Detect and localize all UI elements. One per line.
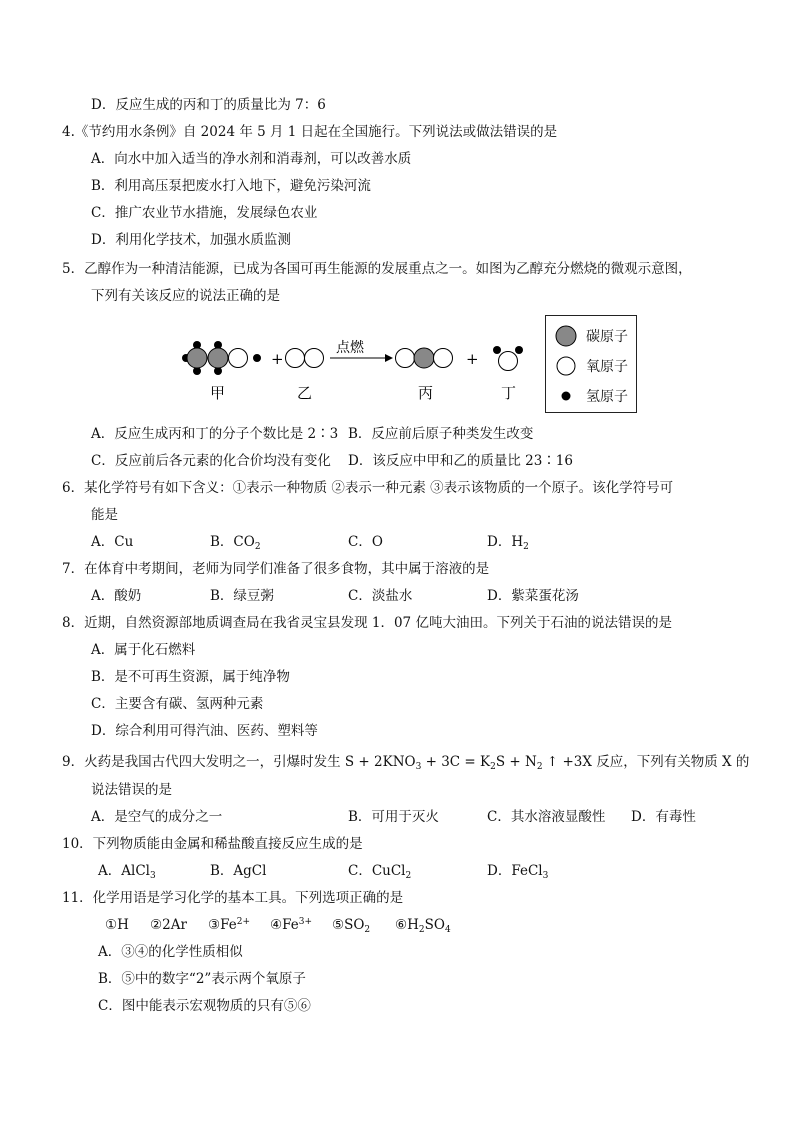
water-molecule <box>493 346 523 371</box>
q6-stem-line2: 能是 <box>91 507 118 523</box>
q6-option-c: C．O <box>348 534 383 550</box>
q4-option-c: C．推广农业节水措施，发展绿色农业 <box>91 205 318 221</box>
q11-option-b: B．⑤中的数字“2”表示两个氧原子 <box>98 971 306 987</box>
carbon-dioxide-molecule <box>396 348 453 368</box>
q11-symbol-1: ①H <box>105 917 129 933</box>
q4-option-a: A．向水中加入适当的净水剂和消毒剂，可以改善水质 <box>91 151 412 167</box>
legend-oxygen-label: 氧原子 <box>586 359 628 375</box>
q8-option-a: A．属于化石燃料 <box>91 642 196 658</box>
q10-option-b: B．AgCl <box>210 863 267 879</box>
q11-symbol-5: $⑤SO_2$ <box>332 917 371 935</box>
q9-option-d: D．有毒性 <box>631 809 696 825</box>
q6-option-b: B．$CO_2$ <box>210 534 261 552</box>
label-bing: 丙 <box>418 384 434 402</box>
q8-option-b: B．是不可再生资源，属于纯净物 <box>91 669 290 685</box>
arrow-head-icon <box>385 354 393 362</box>
q9-option-a: A．是空气的成分之一 <box>91 809 223 825</box>
label-jia: 甲 <box>210 384 226 402</box>
legend-carbon-label: 碳原子 <box>586 329 628 345</box>
q6-option-a: A．Cu <box>91 534 134 550</box>
q10-stem: 10．下列物质能由金属和稀盐酸直接反应生成的是 <box>62 836 363 852</box>
q3-option-d: D．反应生成的丙和丁的质量比为 7：6 <box>91 97 326 113</box>
q11-symbol-2: ②2Ar <box>150 917 187 933</box>
legend-hydrogen-label: 氢原子 <box>586 389 628 405</box>
legend-oxygen <box>554 354 628 378</box>
oxygen-molecule <box>286 349 324 368</box>
q5-option-b: B．反应前后原子种类发生改变 <box>348 426 534 442</box>
q7-option-d: D．紫菜蛋花汤 <box>487 588 579 604</box>
q11-option-c: C．图中能表示宏观物质的只有⑤⑥ <box>98 998 311 1014</box>
molecule-diagram <box>170 312 540 416</box>
legend-carbon <box>554 324 628 348</box>
q7-stem: 7．在体育中考期间，老师为同学们准备了很多食物，其中属于溶液的是 <box>62 561 490 577</box>
q8-option-d: D．综合利用可得汽油、医药、塑料等 <box>91 723 318 739</box>
arrow-label: 点燃 <box>336 340 364 356</box>
q10-option-c: C．CuCl$_2$ <box>348 863 412 881</box>
q5-option-d: D．该反应中甲和乙的质量比 23∶16 <box>348 453 573 469</box>
q6-option-d: D．$H_2$ <box>487 534 529 552</box>
q4-option-d: D．利用化学技术，加强水质监测 <box>91 232 291 248</box>
plus-sign: + <box>271 350 284 368</box>
carbon-atom-icon <box>554 324 578 348</box>
q6-stem-line1: 6．某化学符号有如下含义：①表示一种物质 ②表示一种元素 ③表示该物质的一个原子。该化学符号可 <box>62 480 674 496</box>
q4-option-b: B．利用高压泵把废水打入地下，避免污染河流 <box>91 178 371 194</box>
q9-option-c: C．其水溶液显酸性 <box>487 809 606 825</box>
legend-hydrogen <box>554 384 628 408</box>
atom-legend <box>545 315 637 413</box>
label-ding: 丁 <box>501 384 517 402</box>
q9-stem-line1: 9．火药是我国古代四大发明之一，引爆时发生 $S + 2KNO_3 + 3C = K_2S + N_2$ ↑ +3X 反应，下列有关物质 X 的 <box>62 754 750 772</box>
q5-option-c: C．反应前后各元素的化合价均没有变化 <box>91 453 331 469</box>
q4-stem: 4.《节约用水条例》自 2024 年 5 月 1 日起在全国施行。下列说法或做法错误的是 <box>62 124 558 140</box>
hydrogen-atom-icon <box>554 384 578 408</box>
oxygen-atom-icon <box>554 354 578 378</box>
q5-stem-line1: 5．乙醇作为一种清洁能源，已成为各国可再生能源的发展重点之一。如图为乙醇充分燃烧的微观示意图， <box>62 261 692 277</box>
label-yi: 乙 <box>297 384 313 402</box>
q8-option-c: C．主要含有碳、氢两种元素 <box>91 696 264 712</box>
q8-stem: 8．近期，自然资源部地质调查局在我省灵宝县发现 1．07 亿吨大油田。下列关于石油的说法错误的是 <box>62 615 672 631</box>
q11-symbol-6: $⑥H_2SO_4$ <box>395 917 451 935</box>
q7-option-b: B．绿豆粥 <box>210 588 274 604</box>
q9-option-b: B．可用于灭火 <box>348 809 439 825</box>
ethanol-molecule <box>182 341 261 375</box>
q10-option-a: A．AlCl$_3$ <box>98 863 156 881</box>
q7-option-c: C．淡盐水 <box>348 588 413 604</box>
q5-option-a: A．反应生成丙和丁的分子个数比是 2∶3 <box>91 426 339 442</box>
q5-stem-line2: 下列有关该反应的说法正确的是 <box>91 288 280 304</box>
plus-sign: + <box>466 350 479 368</box>
q9-stem-line2: 说法错误的是 <box>91 782 172 798</box>
q11-option-a: A．③④的化学性质相似 <box>98 944 243 960</box>
q11-stem: 11．化学用语是学习化学的基本工具。下列选项正确的是 <box>62 890 404 906</box>
q7-option-a: A．酸奶 <box>91 588 142 604</box>
q11-symbol-3: $③Fe^{2+}$ <box>208 917 251 933</box>
q11-symbol-4: $④Fe^{3+}$ <box>270 917 313 933</box>
q10-option-d: D．FeCl$_3$ <box>487 863 549 881</box>
